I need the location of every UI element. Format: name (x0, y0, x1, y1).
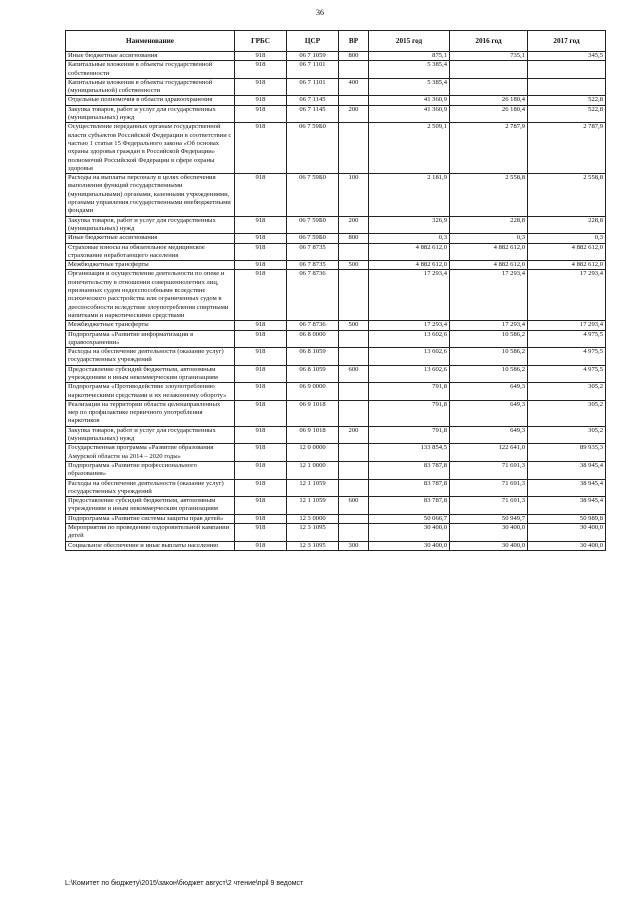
cell-y2016: 71 691,3 (450, 497, 528, 515)
cell-csr: 12 3 0000 (287, 514, 339, 523)
cell-name: Капитальные вложения в объекты государственной собственности (66, 61, 235, 79)
cell-vr: 600 (339, 497, 369, 515)
cell-csr: 06 7 1145 (287, 96, 339, 105)
table-row (66, 78, 606, 96)
cell-name: Организация и осуществление деятельности по опеке и попечительству в отношении совершеннолетних лиц, признанных судом недееспособными вследствие психического расстройства или ограниченных судом в дееспособности вследствие злоупотребления спиртными напитками и наркотическими средствами (66, 270, 235, 321)
file-path-footer: L:\Комитет по бюджету\2015\закон\бюджет август\2 чтение\прil 9 ведомст (65, 880, 304, 887)
cell-y2016: 2 787,9 (450, 123, 528, 174)
cell-vr (339, 61, 369, 79)
cell-y2017: 345,5 (528, 52, 606, 61)
cell-grbs: 918 (235, 348, 287, 366)
cell-vr: 100 (339, 174, 369, 216)
table-row (66, 514, 606, 523)
cell-vr (339, 243, 369, 261)
cell-csr: 06 7 59Б0 (287, 216, 339, 234)
cell-y2015: 5 385,4 (369, 78, 450, 96)
cell-name: Расходы на обеспечение деятельности (оказание услуг) государственных учреждений (66, 479, 235, 497)
cell-y2016: 4 882 612,0 (450, 261, 528, 270)
cell-y2016: 50 949,7 (450, 514, 528, 523)
cell-y2015: 17 293,4 (369, 270, 450, 321)
cell-y2015: 83 787,8 (369, 497, 450, 515)
cell-grbs: 918 (235, 400, 287, 426)
cell-y2017: 17 293,4 (528, 270, 606, 321)
cell-grbs: 918 (235, 479, 287, 497)
cell-name: Подпрограмма «Развитие системы защиты прав детей» (66, 514, 235, 523)
cell-name: Подпрограмма «Развитие информатизации в здравоохранении» (66, 330, 235, 348)
cell-y2017 (528, 78, 606, 96)
cell-grbs: 918 (235, 524, 287, 542)
cell-name: Реализация на территории области целенаправленных мер по профилактике первичного употребления наркотиков (66, 400, 235, 426)
cell-y2015: 4 882 612,0 (369, 261, 450, 270)
cell-y2015: 133 854,5 (369, 444, 450, 462)
cell-grbs: 918 (235, 270, 287, 321)
cell-name: Закупка товаров, работ и услуг для государственных (муниципальных) нужд (66, 105, 235, 123)
cell-y2016: 122 641,0 (450, 444, 528, 462)
cell-grbs: 918 (235, 61, 287, 79)
cell-y2017: 0,3 (528, 234, 606, 243)
cell-csr: 12 0 0000 (287, 444, 339, 462)
cell-csr: 06 7 8736 (287, 270, 339, 321)
cell-y2016: 4 882 612,0 (450, 243, 528, 261)
cell-y2016: 30 400,0 (450, 524, 528, 542)
cell-name: Подпрограмма «Развитие профессионального образования» (66, 461, 235, 479)
cell-vr (339, 514, 369, 523)
cell-grbs: 918 (235, 96, 287, 105)
cell-y2017: 522,8 (528, 96, 606, 105)
cell-y2016: 30 400,0 (450, 541, 528, 550)
cell-y2015: 13 602,6 (369, 348, 450, 366)
table-row (66, 61, 606, 79)
cell-csr: 12 1 1059 (287, 497, 339, 515)
cell-csr: 06 7 59Б0 (287, 123, 339, 174)
table-row (66, 261, 606, 270)
table-row (66, 174, 606, 216)
cell-csr: 12 1 1059 (287, 479, 339, 497)
cell-y2015: 791,8 (369, 426, 450, 444)
cell-y2017: 38 945,4 (528, 461, 606, 479)
cell-vr: 200 (339, 216, 369, 234)
table-row (66, 400, 606, 426)
cell-csr: 06 9 1018 (287, 426, 339, 444)
cell-y2017: 4 882 612,0 (528, 261, 606, 270)
cell-name: Подпрограмма «Противодействие злоупотреблению наркотическими средствами и их незаконному обороту» (66, 383, 235, 401)
cell-vr: 500 (339, 321, 369, 330)
cell-y2016: 649,3 (450, 400, 528, 426)
cell-grbs: 918 (235, 461, 287, 479)
cell-y2016: 228,8 (450, 216, 528, 234)
cell-grbs: 918 (235, 321, 287, 330)
cell-vr (339, 383, 369, 401)
cell-y2016 (450, 61, 528, 79)
table-row (66, 497, 606, 515)
cell-y2017: 2 558,8 (528, 174, 606, 216)
cell-y2015: 2 509,1 (369, 123, 450, 174)
cell-name: Социальное обеспечение и иные выплаты населению (66, 541, 235, 550)
cell-name: Осуществление переданных органам государственной власти субъектов Российской Федерации в соответствии с частью 1 статьи 15 Федерального закона «Об основах охраны здоровья граждан в Российской Федерации» полномочий Российской Федерации в сфере охраны здоровья (66, 123, 235, 174)
cell-y2017: 17 293,4 (528, 321, 606, 330)
cell-y2015: 326,9 (369, 216, 450, 234)
cell-name: Закупка товаров, работ и услуг для государственных (муниципальных) нужд (66, 216, 235, 234)
table-row (66, 96, 606, 105)
cell-vr: 600 (339, 365, 369, 383)
cell-y2015: 83 787,8 (369, 461, 450, 479)
cell-vr (339, 461, 369, 479)
cell-csr: 06 7 8736 (287, 321, 339, 330)
cell-y2017: 522,8 (528, 105, 606, 123)
header-2015: 2015 год (369, 31, 450, 52)
cell-name: Государственная программа «Развитие образования Амурской области на 2014 – 2020 годы» (66, 444, 235, 462)
cell-name: Мероприятия по проведению оздоровительной кампании детей (66, 524, 235, 542)
table-row (66, 105, 606, 123)
cell-vr: 800 (339, 234, 369, 243)
cell-y2016: 0,3 (450, 234, 528, 243)
cell-y2017 (528, 61, 606, 79)
cell-y2015: 2 181,9 (369, 174, 450, 216)
cell-y2017: 38 945,4 (528, 479, 606, 497)
cell-y2016: 10 586,2 (450, 365, 528, 383)
cell-csr: 12 3 1095 (287, 524, 339, 542)
table-row (66, 330, 606, 348)
cell-csr: 06 7 1059 (287, 52, 339, 61)
cell-y2016: 649,3 (450, 426, 528, 444)
cell-y2016: 71 691,3 (450, 461, 528, 479)
cell-csr: 12 3 1095 (287, 541, 339, 550)
cell-grbs: 918 (235, 234, 287, 243)
cell-y2016: 26 180,4 (450, 105, 528, 123)
cell-vr: 800 (339, 52, 369, 61)
cell-y2015: 41 360,9 (369, 96, 450, 105)
cell-y2016: 17 293,4 (450, 270, 528, 321)
cell-y2017: 30 400,0 (528, 524, 606, 542)
cell-vr (339, 400, 369, 426)
cell-y2015: 17 293,4 (369, 321, 450, 330)
cell-name: Расходы на обеспечение деятельности (оказание услуг) государственных учреждений (66, 348, 235, 366)
table-row (66, 216, 606, 234)
cell-csr: 12 1 0000 (287, 461, 339, 479)
cell-grbs: 918 (235, 330, 287, 348)
cell-vr (339, 348, 369, 366)
header-grbs: ГРБС (235, 31, 287, 52)
header-vr: ВР (339, 31, 369, 52)
table-row (66, 123, 606, 174)
cell-y2017: 4 975,5 (528, 348, 606, 366)
cell-vr (339, 270, 369, 321)
cell-csr: 06 8 1059 (287, 365, 339, 383)
cell-name: Страховые взносы на обязательное медицинское страхование неработающего населения (66, 243, 235, 261)
cell-y2017: 4 975,5 (528, 330, 606, 348)
cell-csr: 06 7 59Б0 (287, 174, 339, 216)
cell-grbs: 918 (235, 541, 287, 550)
cell-vr: 300 (339, 541, 369, 550)
cell-name: Межбюджетные трансферты (66, 321, 235, 330)
cell-y2017: 4 882 612,0 (528, 243, 606, 261)
cell-y2015: 13 602,6 (369, 365, 450, 383)
cell-name: Закупка товаров, работ и услуг для государственных (муниципальных) нужд (66, 426, 235, 444)
cell-y2016 (450, 78, 528, 96)
header-name: Наименование (66, 31, 235, 52)
cell-grbs: 918 (235, 383, 287, 401)
header-csr: ЦСР (287, 31, 339, 52)
cell-y2015: 4 882 612,0 (369, 243, 450, 261)
cell-y2016: 17 293,4 (450, 321, 528, 330)
cell-csr: 06 7 8735 (287, 261, 339, 270)
cell-name: Иные бюджетные ассигнования (66, 52, 235, 61)
cell-vr: 200 (339, 105, 369, 123)
cell-name: Предоставление субсидий бюджетным, автономным учреждениям и иным некоммерческим организациям (66, 497, 235, 515)
cell-y2017: 50 989,8 (528, 514, 606, 523)
cell-y2015: 0,3 (369, 234, 450, 243)
table-row (66, 444, 606, 462)
cell-y2017: 305,2 (528, 400, 606, 426)
cell-y2016: 10 586,2 (450, 330, 528, 348)
cell-y2017: 228,8 (528, 216, 606, 234)
table-row (66, 365, 606, 383)
cell-grbs: 918 (235, 52, 287, 61)
table-row (66, 243, 606, 261)
cell-grbs: 918 (235, 444, 287, 462)
cell-csr: 06 9 1018 (287, 400, 339, 426)
cell-name: Предоставление субсидий бюджетным, автономным учреждениям и иным некоммерческим организациям (66, 365, 235, 383)
cell-vr (339, 123, 369, 174)
cell-name: Расходы на выплаты персоналу в целях обеспечения выполнения функций государственными (муниципальными) органами, казенными учреждениями, органами управления государственными внебюджетными фондами (66, 174, 235, 216)
header-2016: 2016 год (450, 31, 528, 52)
cell-y2017: 2 787,9 (528, 123, 606, 174)
cell-grbs: 918 (235, 261, 287, 270)
cell-grbs: 918 (235, 174, 287, 216)
table-row (66, 383, 606, 401)
cell-grbs: 918 (235, 514, 287, 523)
cell-vr: 400 (339, 78, 369, 96)
cell-csr: 06 9 0000 (287, 383, 339, 401)
header-2017: 2017 год (528, 31, 606, 52)
table-row (66, 479, 606, 497)
cell-name: Капитальные вложения в объекты государственной (муниципальной) собственности (66, 78, 235, 96)
cell-vr (339, 524, 369, 542)
cell-csr: 06 8 1059 (287, 348, 339, 366)
cell-grbs: 918 (235, 123, 287, 174)
cell-vr (339, 96, 369, 105)
cell-name: Иные бюджетные ассигнования (66, 234, 235, 243)
cell-y2015: 41 360,9 (369, 105, 450, 123)
table-row (66, 52, 606, 61)
table-row (66, 461, 606, 479)
cell-csr: 06 7 1101 (287, 61, 339, 79)
cell-y2015: 83 787,8 (369, 479, 450, 497)
cell-y2016: 10 586,2 (450, 348, 528, 366)
cell-y2017: 38 945,4 (528, 497, 606, 515)
cell-y2017: 305,2 (528, 383, 606, 401)
cell-grbs: 918 (235, 105, 287, 123)
cell-grbs: 918 (235, 216, 287, 234)
cell-y2015: 30 400,0 (369, 541, 450, 550)
table-row (66, 270, 606, 321)
cell-y2015: 791,8 (369, 400, 450, 426)
budget-table (65, 30, 606, 551)
table-row (66, 348, 606, 366)
cell-vr: 200 (339, 426, 369, 444)
cell-csr: 06 8 0000 (287, 330, 339, 348)
page-number: 36 (316, 8, 324, 17)
cell-vr (339, 330, 369, 348)
cell-y2015: 875,1 (369, 52, 450, 61)
cell-y2016: 2 558,8 (450, 174, 528, 216)
cell-y2016: 71 691,3 (450, 479, 528, 497)
table-row (66, 541, 606, 550)
cell-grbs: 918 (235, 78, 287, 96)
cell-vr (339, 479, 369, 497)
cell-y2015: 13 602,6 (369, 330, 450, 348)
cell-vr: 500 (339, 261, 369, 270)
cell-name: Межбюджетные трансферты (66, 261, 235, 270)
cell-vr (339, 444, 369, 462)
cell-csr: 06 7 1101 (287, 78, 339, 96)
table-row (66, 524, 606, 542)
cell-y2015: 791,8 (369, 383, 450, 401)
table-row (66, 234, 606, 243)
cell-grbs: 918 (235, 243, 287, 261)
cell-y2016: 735,1 (450, 52, 528, 61)
cell-csr: 06 7 8735 (287, 243, 339, 261)
cell-csr: 06 7 59Б0 (287, 234, 339, 243)
cell-y2016: 649,3 (450, 383, 528, 401)
cell-csr: 06 7 1145 (287, 105, 339, 123)
cell-y2017: 4 975,5 (528, 365, 606, 383)
table-row (66, 321, 606, 330)
cell-y2017: 30 400,0 (528, 541, 606, 550)
cell-y2016: 26 180,4 (450, 96, 528, 105)
cell-name: Отдельные полномочия в области здравоохранения (66, 96, 235, 105)
cell-grbs: 918 (235, 497, 287, 515)
cell-y2017: 89 935,3 (528, 444, 606, 462)
cell-y2015: 50 066,7 (369, 514, 450, 523)
cell-y2015: 5 385,4 (369, 61, 450, 79)
cell-grbs: 918 (235, 426, 287, 444)
table-header-row (66, 31, 606, 52)
cell-y2017: 305,2 (528, 426, 606, 444)
table-row (66, 426, 606, 444)
cell-y2015: 30 400,0 (369, 524, 450, 542)
cell-grbs: 918 (235, 365, 287, 383)
